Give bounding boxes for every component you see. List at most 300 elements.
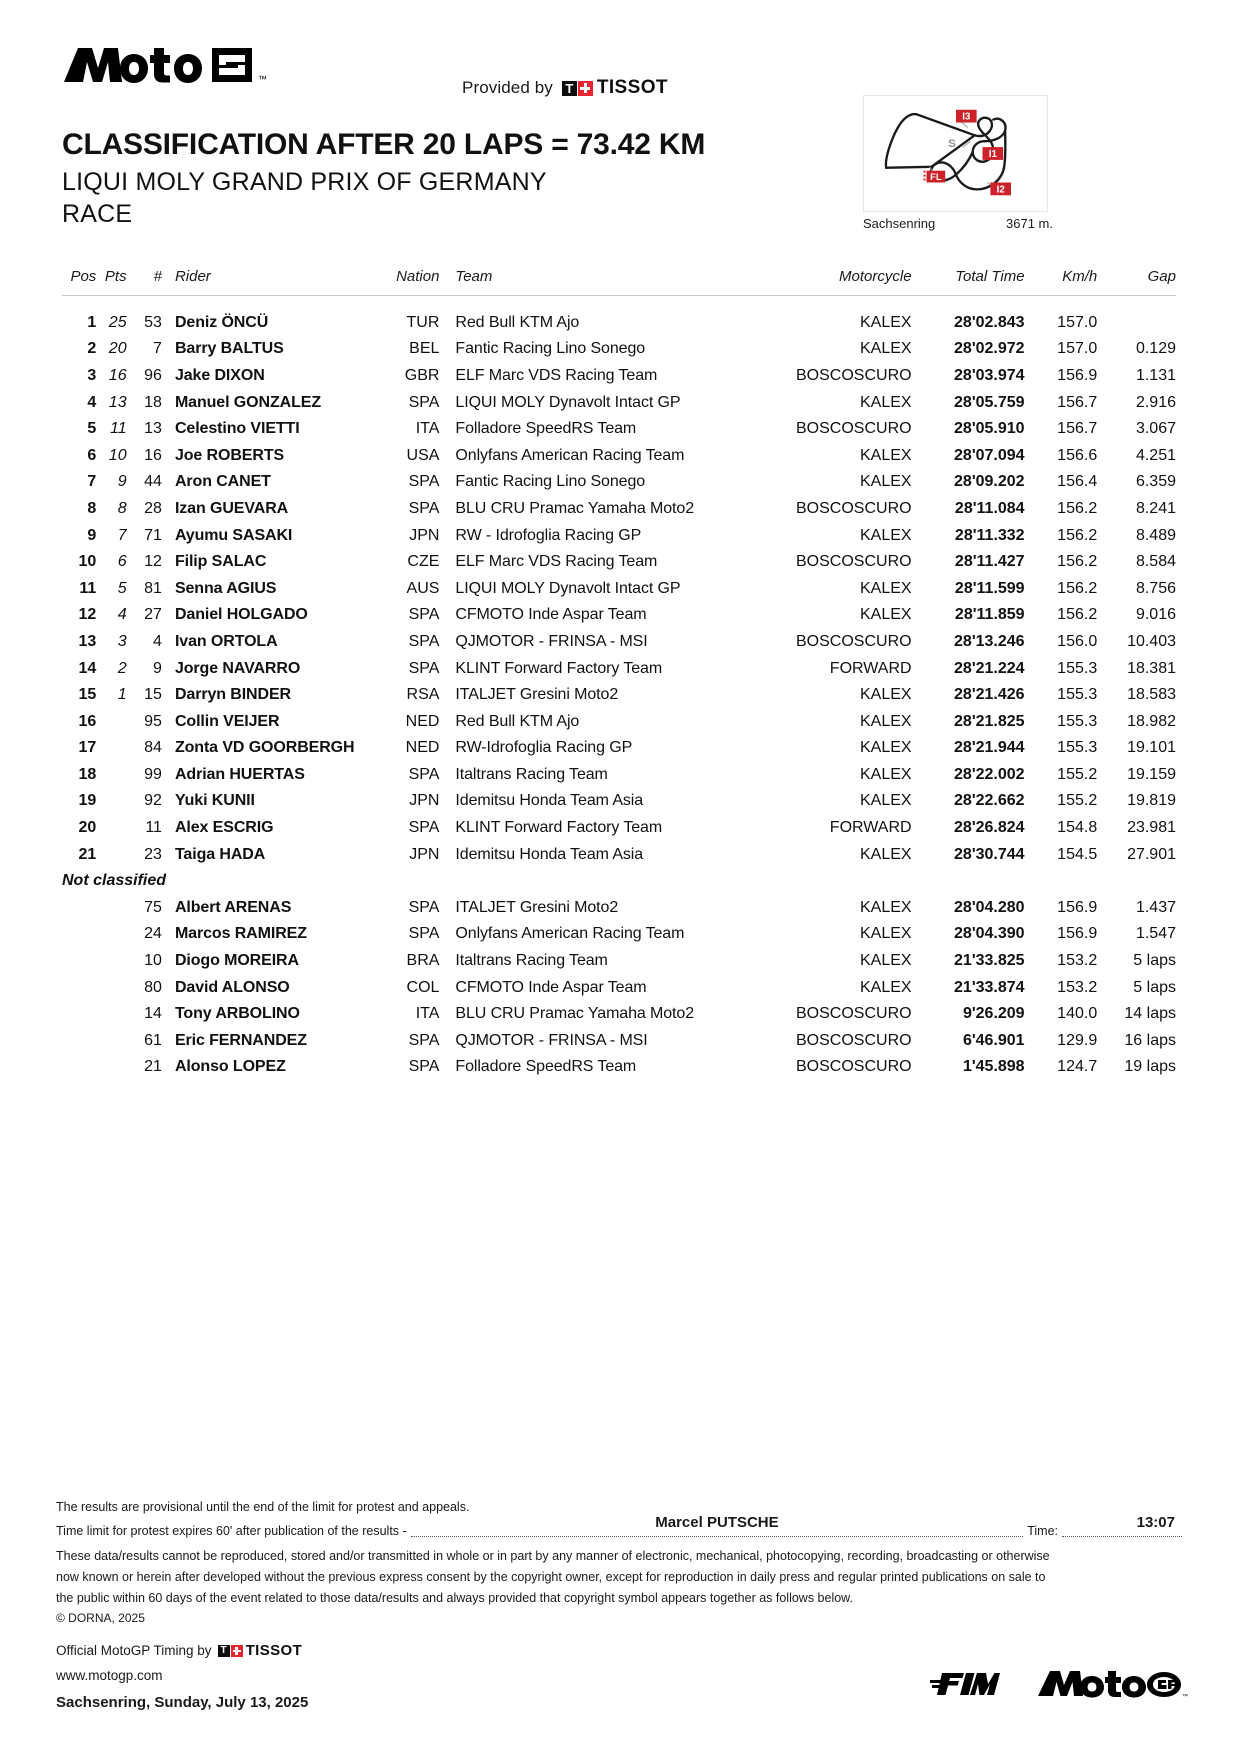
- cell-rider-name: Zonta VD GOORBERGH: [174, 739, 355, 757]
- cell-total-time: 28'11.332: [954, 526, 1025, 544]
- cell-rider-name: Alonso LOPEZ: [174, 1058, 286, 1076]
- cell-rider-number: 75: [144, 898, 162, 916]
- table-row[interactable]: [62, 815, 1176, 842]
- cell-rider-number: 13: [144, 420, 162, 438]
- cell-points: 9: [117, 473, 127, 491]
- cell-nation: ITA: [415, 1005, 440, 1023]
- copyright-line-1: These data/results cannot be reproduced, stored and/or transmitted in whole or in part by any manner of electronic, mechanical, photocopying, recording, broadcasting or otherwise: [56, 1549, 1050, 1564]
- cell-total-time: 28'11.427: [954, 553, 1025, 571]
- cell-position: 14: [78, 659, 97, 677]
- cell-gap: 5 laps: [1133, 952, 1176, 970]
- circuit-map: [863, 95, 1048, 212]
- cell-total-time: 28'21.944: [954, 739, 1025, 757]
- cell-motorcycle: KALEX: [859, 579, 912, 597]
- circuit-marker-i1: [983, 147, 1004, 160]
- cell-rider-name: Celestino VIETTI: [174, 420, 300, 438]
- table-row[interactable]: [62, 682, 1176, 709]
- table-row[interactable]: [62, 974, 1176, 1001]
- website-link[interactable]: www.motogp.com: [56, 1667, 163, 1683]
- cell-nation: SPA: [408, 925, 440, 943]
- cell-rider-number: 12: [144, 553, 162, 571]
- cell-rider-number: 14: [144, 1005, 162, 1023]
- svg-text:FL: FL: [930, 172, 942, 183]
- cell-motorcycle: KALEX: [859, 340, 912, 358]
- provisional-note: The results are provisional until the end of the limit for protest and appeals.: [56, 1500, 470, 1514]
- col-header-total-time: Total Time: [912, 268, 1025, 296]
- cell-speed: 157.0: [1057, 340, 1098, 358]
- circuit-map-svg: [864, 96, 1047, 211]
- cell-gap: 19.819: [1127, 792, 1176, 810]
- cell-position: [62, 1054, 96, 1081]
- cell-position: 12: [78, 606, 97, 624]
- cell-total-time: 28'07.094: [954, 446, 1025, 464]
- signer-name: Marcel PUTSCHE: [649, 1511, 784, 1534]
- cell-position: 20: [78, 819, 97, 837]
- official-timing-label: Official MotoGP Timing by: [56, 1643, 212, 1659]
- cell-rider-number: 24: [144, 925, 162, 943]
- cell-motorcycle: KALEX: [859, 313, 912, 331]
- cell-position: 10: [78, 553, 97, 571]
- cell-points: 8: [117, 499, 127, 517]
- cell-gap: 0.129: [1135, 340, 1176, 358]
- circuit-name: Sachsenring: [863, 216, 936, 231]
- cell-rider-name: Taiga HADA: [174, 845, 266, 863]
- page-title: CLASSIFICATION AFTER 20 LAPS = 73.42 KM: [62, 128, 706, 161]
- footer-branding: [56, 1638, 308, 1716]
- cell-total-time: 28'22.002: [954, 765, 1025, 783]
- venue-date: Sachsenring, Sunday, July 13, 2025: [56, 1694, 309, 1712]
- cell-speed: 155.3: [1057, 659, 1098, 677]
- cell-team: Italtrans Racing Team: [455, 765, 608, 783]
- cell-rider-number: 10: [144, 952, 162, 970]
- cell-rider-name: Eric FERNANDEZ: [174, 1031, 307, 1049]
- cell-total-time: 28'02.843: [954, 313, 1025, 331]
- cell-total-time: 28'05.759: [954, 393, 1025, 411]
- cell-points: [96, 788, 130, 815]
- table-header-row: [62, 268, 1176, 296]
- cell-position: 6: [87, 446, 97, 464]
- cell-points: [96, 815, 130, 842]
- cell-points: [96, 974, 130, 1001]
- cell-gap: 10.403: [1127, 632, 1176, 650]
- cell-rider-name: Yuki KUNII: [174, 792, 255, 810]
- cell-total-time: 9'26.209: [962, 1005, 1025, 1023]
- table-row[interactable]: [62, 1054, 1176, 1081]
- table-row[interactable]: [62, 788, 1176, 815]
- cell-points: 3: [117, 632, 127, 650]
- cell-gap: 27.901: [1127, 845, 1176, 863]
- cell-gap: 1.437: [1135, 898, 1176, 916]
- cell-position: 3: [87, 366, 97, 384]
- cell-nation: TUR: [406, 313, 440, 331]
- cell-total-time: 28'26.824: [954, 819, 1025, 837]
- cell-team: LIQUI MOLY Dynavolt Intact GP: [455, 393, 681, 411]
- cell-team: BLU CRU Pramac Yamaha Moto2: [455, 499, 695, 517]
- cell-rider-name: Joe ROBERTS: [174, 446, 285, 464]
- cell-total-time: 28'21.825: [954, 712, 1025, 730]
- svg-text:™: ™: [1182, 1694, 1188, 1700]
- cell-nation: JPN: [409, 792, 440, 810]
- tissot-t-mark-footer: T: [218, 1645, 230, 1657]
- cell-total-time: 28'11.084: [954, 499, 1025, 517]
- cell-nation: JPN: [409, 526, 440, 544]
- cell-team: Folladore SpeedRS Team: [455, 420, 637, 438]
- cell-points: [96, 735, 130, 762]
- cell-total-time: 28'21.224: [954, 659, 1025, 677]
- cell-nation: SPA: [408, 393, 440, 411]
- cell-team: Folladore SpeedRS Team: [455, 1058, 637, 1076]
- cell-rider-name: Ayumu SASAKI: [174, 526, 293, 544]
- cell-rider-number: 53: [144, 313, 162, 331]
- table-row[interactable]: [62, 708, 1176, 735]
- cell-points: 7: [117, 526, 127, 544]
- cell-nation: RSA: [406, 686, 440, 704]
- cell-motorcycle: KALEX: [859, 686, 912, 704]
- cell-total-time: 28'02.972: [954, 340, 1025, 358]
- cell-team: BLU CRU Pramac Yamaha Moto2: [455, 1005, 695, 1023]
- cell-motorcycle: FORWARD: [829, 659, 912, 677]
- cell-position: 9: [87, 526, 97, 544]
- cell-motorcycle: BOSCOSCURO: [796, 1058, 912, 1076]
- cell-speed: 156.2: [1057, 553, 1098, 571]
- cell-points: [96, 762, 130, 789]
- cell-rider-name: David ALONSO: [174, 978, 290, 996]
- table-row[interactable]: [62, 310, 1176, 337]
- cell-motorcycle: KALEX: [859, 446, 912, 464]
- cell-gap: [1097, 310, 1176, 337]
- cell-points: 2: [117, 659, 127, 677]
- col-header-nation: Nation: [391, 268, 448, 296]
- cell-gap: 5 laps: [1133, 978, 1176, 996]
- circuit-length: 3671 m.: [1006, 216, 1053, 231]
- cell-total-time: 28'09.202: [954, 473, 1025, 491]
- cell-gap: 16 laps: [1124, 1031, 1176, 1049]
- copyright-paragraph: [56, 1546, 1184, 1629]
- cell-gap: 19.159: [1127, 765, 1176, 783]
- footer-logos: [930, 1668, 1188, 1700]
- cell-team: Red Bull KTM Ajo: [455, 313, 580, 331]
- cell-rider-number: 11: [145, 819, 162, 837]
- cell-speed: 156.6: [1057, 446, 1098, 464]
- cell-speed: 129.9: [1057, 1031, 1098, 1049]
- cell-speed: 153.2: [1057, 952, 1098, 970]
- cell-gap: 6.359: [1135, 473, 1176, 491]
- cell-total-time: 28'13.246: [954, 632, 1025, 650]
- session-name: RACE: [62, 200, 133, 228]
- cell-rider-number: 15: [144, 686, 162, 704]
- cell-nation: USA: [406, 446, 440, 464]
- cell-total-time: 1'45.898: [962, 1058, 1025, 1076]
- table-row[interactable]: [62, 841, 1176, 868]
- table-row[interactable]: [62, 921, 1176, 948]
- cell-nation: BRA: [406, 952, 440, 970]
- swiss-cross-icon-footer: [231, 1645, 243, 1657]
- table-row[interactable]: [62, 948, 1176, 975]
- cell-motorcycle: BOSCOSCURO: [796, 420, 912, 438]
- cell-rider-name: Tony ARBOLINO: [174, 1005, 300, 1023]
- table-spacer: [62, 296, 1176, 310]
- cell-gap: 19.101: [1127, 739, 1176, 757]
- cell-team: CFMOTO Inde Aspar Team: [455, 978, 647, 996]
- cell-total-time: 28'03.974: [954, 366, 1025, 384]
- cell-motorcycle: BOSCOSCURO: [796, 553, 912, 571]
- swiss-cross-icon: [578, 81, 593, 96]
- cell-nation: AUS: [406, 579, 440, 597]
- cell-motorcycle: BOSCOSCURO: [796, 632, 912, 650]
- cell-rider-name: Ivan ORTOLA: [174, 632, 278, 650]
- cell-points: 5: [117, 579, 127, 597]
- cell-rider-number: 84: [144, 739, 162, 757]
- col-header-gap: Gap: [1097, 268, 1176, 296]
- table-row[interactable]: [62, 735, 1176, 762]
- cell-rider-number: 92: [144, 792, 162, 810]
- cell-points: 13: [108, 393, 127, 411]
- motogp-logo: [1038, 1668, 1188, 1700]
- cell-gap: 1.547: [1135, 925, 1176, 943]
- cell-motorcycle: KALEX: [859, 792, 912, 810]
- cell-motorcycle: BOSCOSCURO: [796, 366, 912, 384]
- cell-rider-number: 80: [144, 978, 162, 996]
- footer-legal: [56, 1498, 1184, 1629]
- col-header-kmh: Km/h: [1025, 268, 1098, 296]
- protest-note: Time limit for protest expires 60' after publication of the results -: [56, 1524, 407, 1538]
- circuit-marker-i2: [990, 182, 1011, 195]
- cell-position: 18: [78, 765, 97, 783]
- circuit-marker-i3: [956, 110, 977, 123]
- results-table: [62, 268, 1176, 1081]
- cell-points: 25: [108, 313, 127, 331]
- table-row[interactable]: [62, 549, 1176, 576]
- cell-team: LIQUI MOLY Dynavolt Intact GP: [455, 579, 681, 597]
- cell-team: ELF Marc VDS Racing Team: [455, 553, 658, 571]
- col-header-pts: Pts: [96, 268, 130, 296]
- cell-points: [96, 1028, 130, 1055]
- time-line: [1062, 1514, 1182, 1537]
- not-classified-header: [62, 868, 1176, 895]
- cell-speed: 156.4: [1057, 473, 1098, 491]
- cell-position: 8: [87, 499, 97, 517]
- cell-rider-name: Albert ARENAS: [174, 898, 292, 916]
- cell-nation: SPA: [408, 606, 440, 624]
- cell-nation: NED: [405, 739, 440, 757]
- cell-total-time: 28'04.390: [954, 925, 1025, 943]
- cell-position: 2: [87, 340, 97, 358]
- cell-speed: 154.5: [1057, 845, 1098, 863]
- cell-team: ITALJET Gresini Moto2: [455, 898, 619, 916]
- cell-total-time: 28'04.280: [954, 898, 1025, 916]
- cell-rider-number: 95: [144, 712, 162, 730]
- table-row[interactable]: [62, 655, 1176, 682]
- table-row[interactable]: [62, 416, 1176, 443]
- cell-motorcycle: KALEX: [859, 845, 912, 863]
- cell-rider-number: 16: [144, 446, 162, 464]
- table-row[interactable]: [62, 762, 1176, 789]
- cell-rider-name: Deniz ÖNCÜ: [174, 313, 269, 331]
- cell-rider-name: Jorge NAVARRO: [174, 659, 301, 677]
- cell-total-time: 28'30.744: [954, 845, 1025, 863]
- cell-points: [96, 895, 130, 922]
- cell-total-time: 6'46.901: [962, 1031, 1025, 1049]
- table-row[interactable]: [62, 602, 1176, 629]
- cell-total-time: 21'33.825: [954, 952, 1025, 970]
- cell-total-time: 28'11.599: [954, 579, 1025, 597]
- cell-rider-number: 99: [144, 765, 162, 783]
- table-row[interactable]: [62, 1001, 1176, 1028]
- table-row[interactable]: [62, 575, 1176, 602]
- cell-nation: ITA: [415, 420, 440, 438]
- cell-total-time: 28'21.426: [954, 686, 1025, 704]
- official-timing-row: [56, 1638, 308, 1664]
- col-header-team: Team: [447, 268, 740, 296]
- svg-text:I1: I1: [988, 148, 997, 160]
- cell-rider-number: 4: [153, 632, 162, 650]
- cell-position: 11: [79, 579, 97, 597]
- cell-rider-number: 28: [144, 499, 162, 517]
- cell-team: ELF Marc VDS Racing Team: [455, 366, 658, 384]
- svg-text:S: S: [948, 138, 956, 151]
- cell-nation: JPN: [409, 845, 440, 863]
- cell-points: 10: [108, 446, 127, 464]
- cell-speed: 157.0: [1057, 313, 1098, 331]
- cell-speed: 156.2: [1057, 499, 1098, 517]
- cell-gap: 8.489: [1135, 526, 1176, 544]
- cell-rider-name: Darryn BINDER: [174, 686, 291, 704]
- cell-points: [96, 1001, 130, 1028]
- table-row[interactable]: [62, 336, 1176, 363]
- cell-total-time: 21'33.874: [954, 978, 1025, 996]
- cell-motorcycle: BOSCOSCURO: [796, 499, 912, 517]
- circuit-marker-fl: [924, 171, 946, 183]
- cell-team: Onlyfans American Racing Team: [455, 925, 685, 943]
- cell-total-time: 28'22.662: [954, 792, 1025, 810]
- tissot-logo: [562, 77, 668, 99]
- cell-speed: 155.3: [1057, 686, 1098, 704]
- cell-motorcycle: KALEX: [859, 978, 912, 996]
- cell-rider-name: Collin VEIJER: [174, 712, 280, 730]
- cell-motorcycle: KALEX: [859, 712, 912, 730]
- circuit-caption: [863, 216, 1053, 231]
- table-row[interactable]: [62, 442, 1176, 469]
- cell-nation: SPA: [408, 1058, 440, 1076]
- cell-rider-name: Alex ESCRIG: [174, 819, 274, 837]
- results-table-body: [62, 296, 1176, 1081]
- svg-text:I3: I3: [962, 111, 971, 123]
- cell-speed: 156.9: [1057, 366, 1098, 384]
- cell-rider-name: Manuel GONZALEZ: [174, 393, 321, 411]
- cell-points: 6: [117, 553, 127, 571]
- cell-nation: SPA: [408, 819, 440, 837]
- cell-team: ITALJET Gresini Moto2: [455, 686, 619, 704]
- cell-position: 13: [78, 632, 97, 650]
- cell-rider-name: Barry BALTUS: [174, 340, 284, 358]
- cell-team: Italtrans Racing Team: [455, 952, 608, 970]
- moto2-logo: [62, 44, 292, 90]
- cell-position: 19: [78, 792, 97, 810]
- copyright-line-3: the public within 60 days of the event related to those data/results and always provided that copyright symbol appears together as follows below.: [56, 1590, 853, 1605]
- cell-rider-name: Izan GUEVARA: [174, 499, 289, 517]
- cell-gap: 8.241: [1135, 499, 1176, 517]
- tissot-wordmark: TISSOT: [596, 77, 668, 98]
- table-row[interactable]: [62, 389, 1176, 416]
- cell-team: Fantic Racing Lino Sonego: [455, 473, 646, 491]
- cell-nation: NED: [405, 712, 440, 730]
- provided-by-label: Provided by: [462, 78, 553, 97]
- cell-motorcycle: KALEX: [859, 952, 912, 970]
- cell-motorcycle: KALEX: [859, 925, 912, 943]
- table-row[interactable]: [62, 363, 1176, 390]
- cell-position: [62, 974, 96, 1001]
- cell-rider-name: Diogo MOREIRA: [174, 952, 299, 970]
- provided-by-block: [462, 77, 668, 99]
- cell-team: Idemitsu Honda Team Asia: [455, 845, 644, 863]
- table-row[interactable]: [62, 629, 1176, 656]
- cell-gap: 19 laps: [1124, 1058, 1176, 1076]
- cell-speed: 156.9: [1057, 925, 1098, 943]
- cell-gap: 14 laps: [1124, 1005, 1176, 1023]
- circuit-marker-s: [948, 138, 956, 150]
- cell-speed: 155.2: [1057, 792, 1098, 810]
- cell-rider-number: 44: [144, 473, 162, 491]
- tissot-t-mark: T: [562, 81, 577, 96]
- col-header-number: #: [131, 268, 169, 296]
- cell-speed: 156.2: [1057, 526, 1098, 544]
- dorna-copyright: © DORNA, 2025: [56, 1611, 145, 1626]
- table-row[interactable]: [62, 469, 1176, 496]
- cell-rider-name: Jake DIXON: [174, 366, 265, 384]
- cell-rider-name: Marcos RAMIREZ: [174, 925, 307, 943]
- cell-position: 7: [87, 473, 97, 491]
- cell-rider-name: Daniel HOLGADO: [174, 606, 308, 624]
- time-value: 13:07: [1134, 1511, 1178, 1534]
- table-row[interactable]: [62, 895, 1176, 922]
- cell-speed: 156.9: [1057, 898, 1098, 916]
- cell-speed: 155.2: [1057, 765, 1098, 783]
- cell-rider-name: Senna AGIUS: [174, 579, 277, 597]
- cell-points: 16: [108, 366, 127, 384]
- cell-points: [96, 841, 130, 868]
- protest-signature-row: [56, 1514, 1184, 1541]
- table-row[interactable]: [62, 1028, 1176, 1055]
- cell-nation: SPA: [408, 765, 440, 783]
- cell-rider-name: Adrian HUERTAS: [174, 765, 305, 783]
- cell-points: [96, 948, 130, 975]
- cell-motorcycle: KALEX: [859, 739, 912, 757]
- cell-points: [96, 921, 130, 948]
- cell-speed: 155.3: [1057, 739, 1098, 757]
- cell-team: Fantic Racing Lino Sonego: [455, 340, 646, 358]
- cell-rider-name: Filip SALAC: [174, 553, 267, 571]
- tissot-logo-footer: [218, 1638, 303, 1664]
- cell-gap: 8.584: [1135, 553, 1176, 571]
- cell-speed: 156.2: [1057, 579, 1098, 597]
- cell-team: CFMOTO Inde Aspar Team: [455, 606, 647, 624]
- time-label: Time:: [1027, 1524, 1058, 1538]
- cell-rider-number: 27: [144, 606, 162, 624]
- cell-nation: SPA: [408, 473, 440, 491]
- table-row[interactable]: [62, 522, 1176, 549]
- cell-team: QJMOTOR - FRINSA - MSI: [455, 1031, 648, 1049]
- cell-motorcycle: BOSCOSCURO: [796, 1031, 912, 1049]
- svg-text:I2: I2: [996, 184, 1005, 196]
- cell-nation: SPA: [408, 1031, 440, 1049]
- cell-gap: 2.916: [1135, 393, 1176, 411]
- cell-rider-number: 18: [144, 393, 162, 411]
- cell-nation: GBR: [404, 366, 440, 384]
- cell-total-time: 28'05.910: [954, 420, 1025, 438]
- table-row[interactable]: [62, 496, 1176, 523]
- cell-position: [62, 1001, 96, 1028]
- cell-position: 16: [78, 712, 97, 730]
